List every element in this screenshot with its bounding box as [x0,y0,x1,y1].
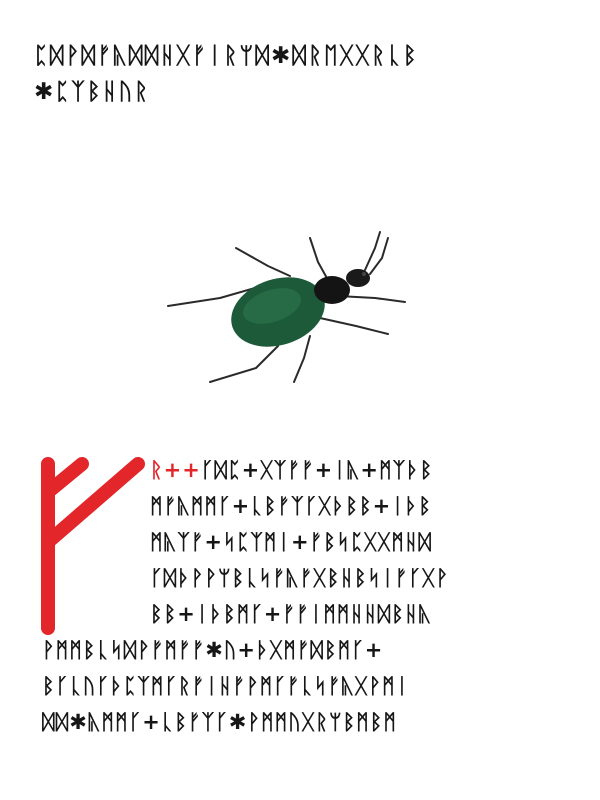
title-line-1: ᛈᛞᚹᛞᚠᚣᛞᛞᚺᚷᚠᛁᚱᛘᛞ✱ᛞᚱᛖᚷᚷᚱᚳᛒ [34,43,419,69]
body-full-block [42,632,572,740]
body-line-7: ᛒᚴᚳᚢᚴᚦᛈᛉᛗᚴᚱᚠᛁᚺᚠᚹᛗᚴᚠᚳᛋᚠᚣᚷᚹᛗᛁ [42,674,410,698]
body-line-1-red: ᚱ++ [150,458,201,482]
title-block [34,38,574,110]
drop-cap-rune [30,452,148,638]
title-line-2: ✱ᛈᛉᛒᚺᚢᚱ [34,79,151,105]
body-line-8: ᛞᛞ✱ᚣᛗᛗᚴ+ᚳᛒᚠᛉᚴ✱ᚹᛗᛗᚢᚷᚱᛘᛒᛗᛒᛗ [42,710,397,734]
body-line-4: ᚴᛞᚦᚹᚹᛘᛒᚳᛋᚠᚣᚠᚷᛒᚺᛒᛋᛁᚠᚴᚷᚹ [150,566,450,590]
body-indented-block [150,452,570,632]
body-line-2: ᛗᚠᚣᛗᛗᚴ+ᚳᛒᚠᛉᚴᚷᚦᛒᛒ+ᛁᚦᛒ [150,494,432,518]
body-line-3: ᛗᚣᛉᚠ+ᛋᛈᛉᛗᛁ+ᚠᛒᛋᛈᚷᚷᛗᚺᛞ [150,530,432,554]
body-line-6: ᚹᛗᛗᛒᚳᛋᛞᚹᚠᛗᚠᚠ✱ᚢ+ᚦᚷᛗᚠᛞᛒᛗᚴ+ [42,638,384,662]
body-line-5: ᛒᛒ+ᛁᚦᛒᛗᚴ+ᚠᚠᛁᛗᛗᚺᚺᛞᛒᚺᚣ [150,602,432,626]
body-line-1 [150,452,570,488]
body-line-1-rest: ᚴᛞᛈ+ᚷᛉᚠᚠ+ᛁᚣ+ᛗᛉᚦᛒ [200,458,434,482]
beetle-illustration [160,218,420,393]
